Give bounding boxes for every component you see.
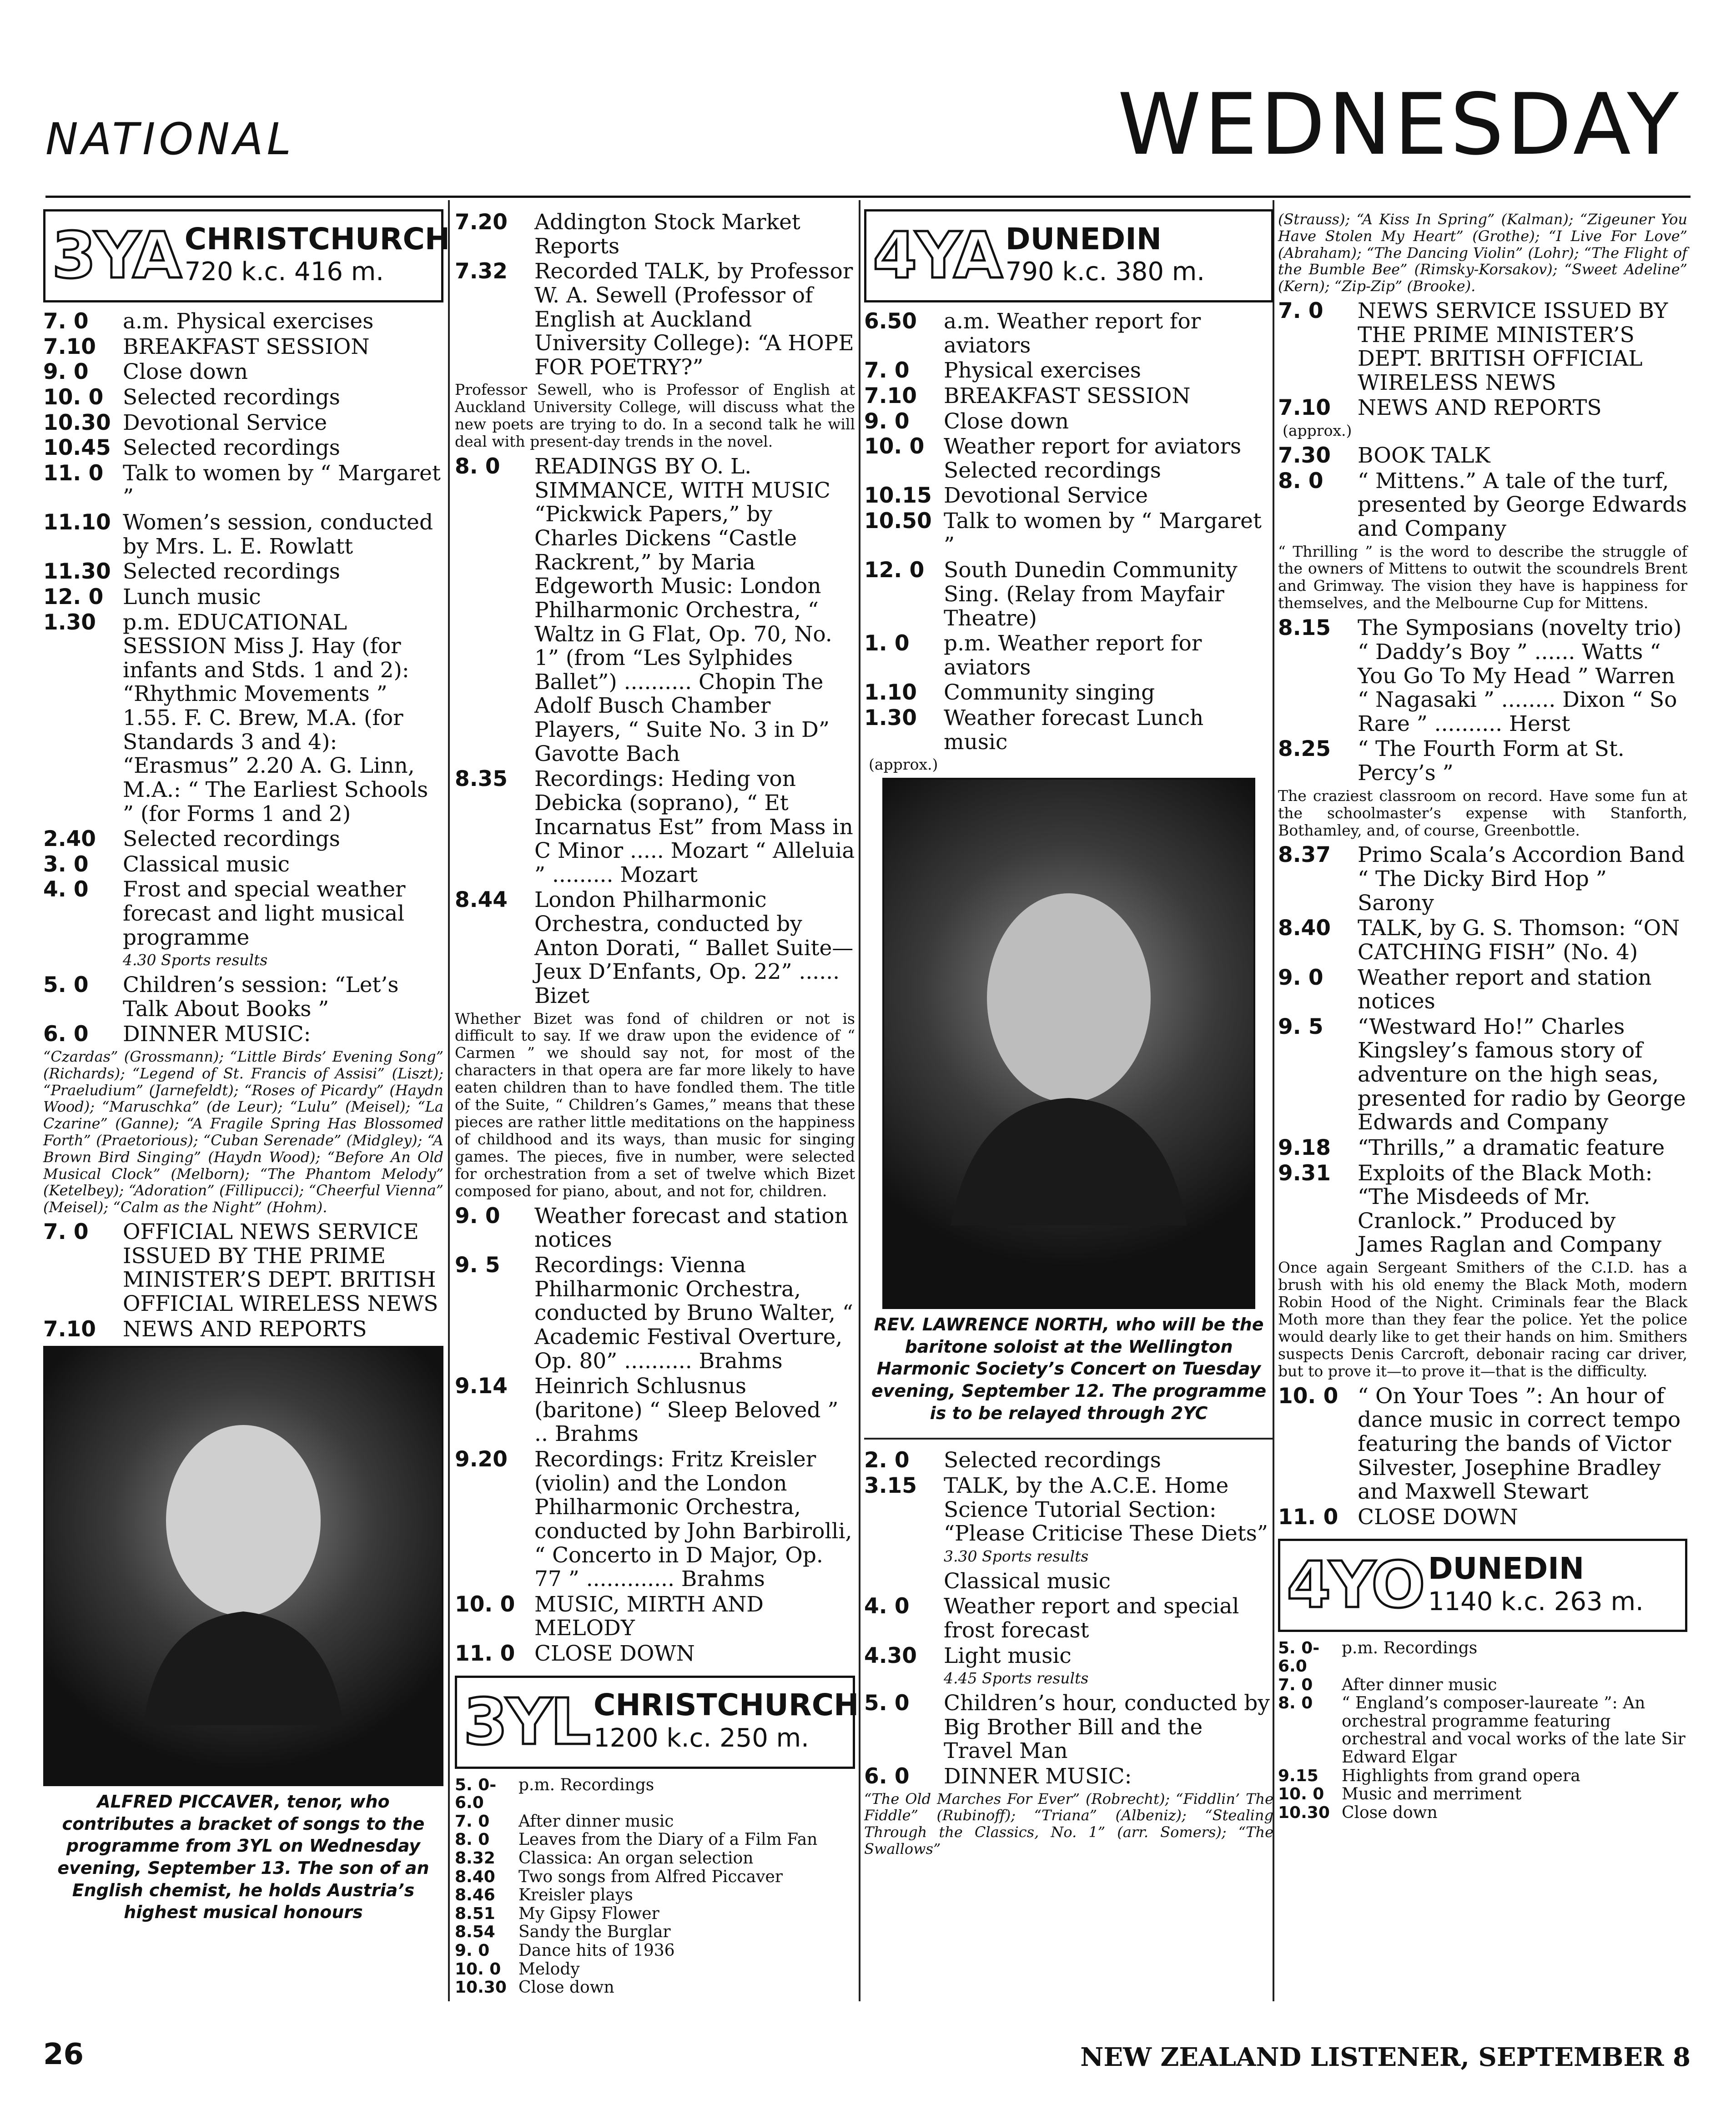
programme-description: “ The Fourth Form at St. Percy’s ” xyxy=(1358,736,1625,786)
programme-description: After dinner music xyxy=(1342,1675,1497,1694)
programme-description: a.m. Physical exercises xyxy=(123,309,374,334)
programme-time: 8.44 xyxy=(455,887,508,913)
programme-description: NEWS SERVICE ISSUED BY THE PRIME MINISTER’S DEPT. BRITISH OFFICIAL WIRELESS NEWS xyxy=(1358,298,1668,395)
programme-row xyxy=(1278,966,1687,1014)
programme-description: p.m. Recordings xyxy=(518,1775,654,1794)
programme-time: 8.37 xyxy=(1278,842,1331,868)
programme-description: TALK, by the A.C.E. Home Science Tutorial Section: “Please Criticise These Diets” xyxy=(944,1473,1268,1546)
programme-description: p.m. EDUCATIONAL SESSION Miss J. Hay (for infants and Stds. 1 and 2): “Rhythmic Movements ” 1.55. F. C. Brew, M.A. (for Standards 3 and 4): “Erasmus” 2.20 A. G. Linn, M.A.: “ The Earliest Schools ” (for Forms 1 and 2) xyxy=(123,609,428,826)
dinner-music-list: “The Old Marches For Ever” (Robrecht); “Fiddlin’ The Fiddle” (Rubinoff); “Triana” (Albeniz); “Stealing Through the Classics, No. 1” (arr. Somers); “The Swallows” xyxy=(864,1790,1273,1858)
programme-description: NEWS AND REPORTS xyxy=(123,1316,367,1342)
portrait-silhouette-icon xyxy=(130,1407,357,1725)
programme-row xyxy=(864,310,1273,358)
programme-time: 10.30 xyxy=(455,1978,507,1997)
section-rule xyxy=(864,1438,1273,1440)
programme-row xyxy=(455,1254,855,1373)
programme-row xyxy=(1278,469,1687,541)
programme-time: 8. 0 xyxy=(1278,1694,1313,1713)
programme-row xyxy=(864,1765,1273,1789)
sports-results: 3.30 Sports results xyxy=(944,1547,1089,1565)
programme-time: 5. 0-6.0 xyxy=(1278,1639,1320,1676)
programme-row xyxy=(43,1220,443,1316)
column-3ya-evening xyxy=(455,209,859,1997)
station-frequency: 1200 k.c. 250 m. xyxy=(594,1723,809,1753)
programme-row xyxy=(1278,1136,1687,1160)
portrait-photo xyxy=(882,778,1255,1309)
programme-time: 9. 0 xyxy=(43,359,89,385)
programme-row xyxy=(43,853,443,877)
programme-time: 8.25 xyxy=(1278,736,1331,762)
programme-time: 6. 0 xyxy=(43,1022,89,1047)
programme-row xyxy=(455,1593,855,1641)
programme-row xyxy=(455,1905,855,1923)
portrait-photo xyxy=(43,1346,443,1786)
publication-footer: NEW ZEALAND LISTENER, SEPTEMBER 8 xyxy=(1080,2042,1691,2072)
programme-time: 3. 0 xyxy=(43,851,89,877)
programme-description: Addington Stock Market Reports xyxy=(534,210,800,259)
programme-row xyxy=(43,1318,443,1342)
programme-description: “ On Your Toes ”: An hour of dance music in correct tempo featuring the bands of Victor Silvester, Josephine Bradley and Maxwell Stewart xyxy=(1358,1383,1681,1505)
programme-row xyxy=(864,1644,1273,1668)
programme-time: 9. 0 xyxy=(864,408,910,434)
programme-description: CLOSE DOWN xyxy=(534,1641,695,1667)
programme-time: 9.20 xyxy=(455,1447,508,1472)
programme-description: Recordings: Fritz Kreisler (violin) and the London Philharmonic Orchestra, conducted by John Barbirolli, “ Concerto in D Major, Op. 77 ” ............. Brahms xyxy=(534,1447,852,1592)
programme-row xyxy=(455,1960,855,1979)
programme-row xyxy=(1278,1767,1687,1785)
dinner-music-continued: (Strauss); “A Kiss In Spring” (Kalman); “Zigeuner You Have Stolen My Heart” (Grothe); “I Live For Love” (Abraham); “The Dancing Violin” (Lohr); “The Flight of the Bumble Bee” (Rimsky-Korsakov); “Sweet Adeline” (Kern); “Zip-Zip” (Brooke). xyxy=(1278,211,1687,295)
programme-row xyxy=(455,1868,855,1886)
programme-row xyxy=(1278,1162,1687,1258)
station-box-4ya xyxy=(864,209,1273,302)
station-city: CHRISTCHURCH xyxy=(184,221,450,257)
programme-time: 10. 0 xyxy=(455,1959,501,1979)
column-3ya xyxy=(43,209,450,1924)
programme-time: 11.30 xyxy=(43,559,111,584)
programme-time: 11. 0 xyxy=(43,460,104,486)
programme-item: Classical music xyxy=(944,1568,1111,1594)
programme-time: 9.14 xyxy=(455,1374,508,1399)
programme-row xyxy=(1278,1639,1687,1675)
fourth-form-note: The craziest classroom on record. Have some fun at the schoolmaster’s expense with Stanforth, Bothamley, and, of course, Greenbottle. xyxy=(1278,786,1687,839)
photo-caption: REV. LAWRENCE NORTH, who will be the baritone soloist at the Wellington Harmonic Society’s Concert on Tuesday evening, September 12. The programme is to be relayed through 2YC xyxy=(871,1314,1267,1423)
station-box-3yl xyxy=(455,1676,859,1769)
programme-row xyxy=(43,973,443,1021)
programme-row xyxy=(1278,616,1687,736)
programme-row xyxy=(43,611,443,826)
programme-row xyxy=(43,1022,443,1047)
programme-description: OFFICIAL NEWS SERVICE ISSUED BY THE PRIME MINISTER’S DEPT. BRITISH OFFICIAL WIRELESS NEWS xyxy=(123,1219,438,1316)
programme-time: 4.30 xyxy=(864,1643,917,1668)
station-box-3ya xyxy=(43,209,450,302)
programme-row xyxy=(43,827,443,851)
programme-description: Exploits of the Black Moth: “The Misdeeds of Mr. Cranlock.” Produced by James Raglan and Company xyxy=(1358,1160,1662,1258)
programme-time: 8.51 xyxy=(455,1904,495,1923)
programme-row xyxy=(455,888,855,1008)
programme-time: 11. 0 xyxy=(455,1641,515,1667)
programme-row xyxy=(1278,1785,1687,1803)
page-section-label: NATIONAL xyxy=(45,114,295,165)
page-number: 26 xyxy=(43,2038,84,2071)
programme-time: 7. 0 xyxy=(1278,1675,1313,1694)
programme-description: Recordings: Heding von Debicka (soprano), “ Et Incarnatus Est” from Mass in C Minor ..... Mozart “ Alleluia ” ......... Mozart xyxy=(534,766,855,887)
header-rule xyxy=(45,196,1691,198)
programme-row xyxy=(1278,1804,1687,1822)
programme-description: TALK, by G. S. Thomson: “ON CATCHING FISH” (No. 4) xyxy=(1358,916,1680,965)
programme-description: Selected recordings xyxy=(944,1448,1161,1473)
programme-description: p.m. Recordings xyxy=(1342,1639,1478,1658)
programme-description: “ England’s composer-laureate ”: An orchestral programme featuring orchestral and vocal works of the late Sir Edward Elgar xyxy=(1342,1694,1686,1767)
programme-description: Melody xyxy=(518,1959,580,1979)
programme-time: 7.10 xyxy=(1278,395,1331,421)
programme-time: 12. 0 xyxy=(43,584,104,609)
programme-time: 7. 0 xyxy=(864,358,910,383)
programme-time: 9.18 xyxy=(1278,1135,1331,1160)
programme-row xyxy=(43,335,443,359)
programme-description: Children’s session: “Let’s Talk About Books ” xyxy=(123,972,399,1022)
programme-time: 1.10 xyxy=(864,680,917,705)
station-call-sign: 3YA xyxy=(52,219,180,293)
programme-description: Recordings: Vienna Philharmonic Orchestra, conducted by Bruno Walter, “ Academic Festival Overture, Op. 80” .......... Brahms xyxy=(534,1253,853,1374)
programme-time: 9. 0 xyxy=(1278,965,1323,990)
programme-row xyxy=(455,1375,855,1446)
programme-description: CLOSE DOWN xyxy=(1358,1504,1518,1530)
programme-description: Physical exercises xyxy=(944,358,1141,383)
column-divider xyxy=(448,200,450,2001)
programme-description: Close down xyxy=(518,1978,614,1997)
programme-description: Heinrich Schlusnus (baritone) “ Sleep Beloved ” .. Brahms xyxy=(534,1374,839,1447)
programme-description: BREAKFAST SESSION xyxy=(123,334,370,359)
bizet-note: Whether Bizet was fond of children or not is difficult to say. If we draw upon the evidence of “ Carmen ” we should say not, for most of the characters in that opera are far more likely to have eaten children than to have fondled them. The title of the Suite, “ Children’s Games,” means that these pieces are rather little meditations on the happiness of childhood and its ways, than music for singing games. The pieces, five in number, were selected for orchestration from a set of twelve which Bizet composed for piano, about, and not for, children. xyxy=(455,1009,855,1200)
programme-row xyxy=(455,455,855,766)
column-divider xyxy=(859,200,860,2001)
programme-description: READINGS BY O. L. SIMMANCE, WITH MUSIC “Pickwick Papers,” by Charles Dickens “Castle Rackrent,” by Maria Edgeworth Music: London Philharmonic Orchestra, “ Waltz in G Flat, Op. 70, No. 1” (from “Les Sylphides Ballet”) .......... Chopin The Adolf Busch Chamber Players, “ Suite No. 3 in D” Gavotte Bach xyxy=(534,454,832,766)
column-4ya xyxy=(864,209,1273,1862)
programme-row xyxy=(43,560,443,584)
programme-row xyxy=(43,386,443,410)
programme-time: 10. 0 xyxy=(455,1591,515,1617)
station-call-sign: 3YL xyxy=(463,1685,589,1759)
programme-row xyxy=(864,359,1273,383)
programme-description: Music and merriment xyxy=(1342,1785,1522,1804)
programme-row xyxy=(43,436,443,460)
programme-time: 9.15 xyxy=(1278,1766,1318,1785)
programme-time: 10.45 xyxy=(43,435,111,461)
programme-description: South Dunedin Community Sing. (Relay from Mayfair Theatre) xyxy=(944,558,1238,631)
programme-description: Sandy the Burglar xyxy=(518,1923,671,1942)
programme-time: 9. 0 xyxy=(455,1941,490,1960)
programme-description: Lunch music xyxy=(123,584,261,609)
programme-time: 10. 0 xyxy=(864,434,925,459)
programme-description: Weather report and special frost forecast xyxy=(944,1594,1239,1643)
programme-time: 5. 0 xyxy=(864,1691,910,1716)
programme-row xyxy=(864,1595,1273,1642)
programme-description: DINNER MUSIC: xyxy=(123,1022,311,1047)
programme-row xyxy=(864,1449,1273,1473)
programme-row xyxy=(455,1831,855,1849)
programme-time: 7.20 xyxy=(455,210,508,235)
programme-row xyxy=(864,509,1273,557)
programme-description: Devotional Service xyxy=(123,410,327,435)
programme-row xyxy=(1278,1506,1687,1530)
programme-time: 10. 0 xyxy=(1278,1383,1338,1409)
programme-time: 8.54 xyxy=(455,1923,495,1942)
mittens-note: “ Thrilling ” is the word to describe the struggle of the owners of Mittens to outwit the scoundrels Brent and Grimway. The vision they have is happiness for themselves, and the Melbourne Cup for Mittens. xyxy=(1278,542,1687,612)
programme-time: 7. 0 xyxy=(455,1812,490,1831)
programme-row xyxy=(43,585,443,609)
programme-time: 9.31 xyxy=(1278,1160,1331,1186)
programme-description: MUSIC, MIRTH AND MELODY xyxy=(534,1591,764,1641)
programme-description: Children’s hour, conducted by Big Brother Bill and the Travel Man xyxy=(944,1691,1270,1764)
programme-description: Close down xyxy=(1342,1803,1438,1822)
programme-time: 7. 0 xyxy=(43,1219,89,1245)
programme-row xyxy=(1278,737,1687,785)
programme-row xyxy=(455,1886,855,1904)
programme-row xyxy=(864,384,1273,408)
programme-row xyxy=(864,484,1273,508)
programme-description: NEWS AND REPORTS xyxy=(1358,395,1602,421)
page-day-title: WEDNESDAY xyxy=(1117,75,1681,174)
programme-time: 8. 0 xyxy=(455,454,500,479)
programme-description: Close down xyxy=(944,408,1069,434)
programme-time: 2. 0 xyxy=(864,1448,910,1473)
programme-time: 5. 0-6.0 xyxy=(455,1775,497,1813)
programme-row xyxy=(455,1776,855,1812)
programme-time: 7. 0 xyxy=(1278,298,1323,323)
programme-time: 10.15 xyxy=(864,483,932,509)
programme-description: Selected recordings xyxy=(123,384,340,410)
programme-description: “Westward Ho!” Charles Kingsley’s famous story of adventure on the high seas, presented for radio by George Edwards and Company xyxy=(1358,1014,1686,1135)
programme-time: 1. 0 xyxy=(864,631,910,656)
programme-time: 5. 0 xyxy=(43,972,89,998)
sports-results: 4.45 Sports results xyxy=(944,1669,1089,1687)
programme-row xyxy=(1278,444,1687,468)
programme-time: 4. 0 xyxy=(864,1594,910,1619)
programme-description: BREAKFAST SESSION xyxy=(944,383,1191,408)
programme-row xyxy=(43,360,443,384)
programme-description: Two songs from Alfred Piccaver xyxy=(518,1867,783,1886)
approx-note: (approx.) xyxy=(1283,422,1352,440)
programme-time: 8.40 xyxy=(1278,916,1331,941)
programme-row xyxy=(864,706,1273,754)
programme-time: 8.40 xyxy=(455,1867,495,1886)
programme-time: 8.15 xyxy=(1278,615,1331,641)
programme-row xyxy=(1278,299,1687,395)
programme-time: 10.30 xyxy=(43,410,111,435)
station-box-4yo xyxy=(1278,1539,1687,1632)
programme-row xyxy=(864,435,1273,483)
programme-time: 10. 0 xyxy=(43,384,104,410)
programme-time: 6. 0 xyxy=(864,1764,910,1789)
programme-description: Close down xyxy=(123,359,248,385)
programme-time: 8.35 xyxy=(455,766,508,792)
programme-row xyxy=(455,260,855,379)
programme-time: 7.32 xyxy=(455,259,508,284)
station-frequency: 790 k.c. 380 m. xyxy=(1005,257,1205,287)
programme-row xyxy=(864,681,1273,705)
programme-row xyxy=(455,211,855,258)
programme-time: 7.10 xyxy=(864,383,917,408)
station-call-sign: 4YO xyxy=(1287,1548,1424,1623)
programme-row xyxy=(864,1474,1273,1546)
programme-description: Dance hits of 1936 xyxy=(518,1941,675,1960)
programme-description: Talk to women by “ Margaret ” xyxy=(123,460,441,510)
black-moth-note: Once again Sergeant Smithers of the C.I.D. has a brush with his old enemy the Black Moth, modern Robin Hood of the Night. Criminals fear the Black Moth more than they fear the police. Yet the police would dearly like to get their hands on him. Smithers suspects Denis Carcroft, debonair racing car driver, but to prove it—to prove it—that is the difficulty. xyxy=(1278,1259,1687,1380)
station-city: DUNEDIN xyxy=(1428,1551,1585,1586)
programme-time: 8. 0 xyxy=(455,1830,490,1849)
programme-time: 11.10 xyxy=(43,510,111,535)
programme-row xyxy=(455,1979,855,1997)
programme-row xyxy=(43,462,443,509)
programme-row xyxy=(455,1923,855,1941)
programme-row xyxy=(1278,1015,1687,1135)
programme-row xyxy=(455,1204,855,1252)
programme-description: Weather report for aviators Selected recordings xyxy=(944,434,1242,483)
programme-time: 9. 0 xyxy=(455,1203,500,1229)
programme-description: Weather report and station notices xyxy=(1358,965,1652,1014)
programme-description: Recorded TALK, by Professor W. A. Sewell (Professor of English at Auckland University College): “A HOPE FOR POETRY?” xyxy=(534,259,854,380)
programme-time: 4. 0 xyxy=(43,877,89,902)
programme-description: Talk to women by “ Margaret ” xyxy=(944,509,1262,558)
programme-description: Classical music xyxy=(123,851,290,877)
sports-results: 4.30 Sports results xyxy=(123,951,268,969)
programme-time: 1.30 xyxy=(864,705,917,730)
programme-time: 11. 0 xyxy=(1278,1504,1338,1530)
programme-row xyxy=(864,632,1273,680)
programme-description: Leaves from the Diary of a Film Fan xyxy=(518,1830,818,1849)
programme-time: 1.30 xyxy=(43,609,96,635)
programme-description: Community singing xyxy=(944,680,1155,705)
programme-row xyxy=(455,1448,855,1591)
programme-time: 8.32 xyxy=(455,1849,495,1868)
programme-time: 2.40 xyxy=(43,826,96,852)
station-city: DUNEDIN xyxy=(1005,221,1162,257)
programme-row xyxy=(1278,1694,1687,1766)
programme-row xyxy=(1278,916,1687,964)
programme-row xyxy=(43,411,443,435)
programme-description: Light music xyxy=(944,1643,1072,1668)
programme-row xyxy=(455,1942,855,1960)
programme-description: Kreisler plays xyxy=(518,1886,633,1905)
programme-description: Highlights from grand opera xyxy=(1342,1766,1580,1785)
programme-description: Primo Scala’s Accordion Band “ The Dicky Bird Hop ” Sarony xyxy=(1358,842,1685,916)
station-city: CHRISTCHURCH xyxy=(594,1687,859,1723)
programme-description: After dinner music xyxy=(518,1812,674,1831)
programme-description: Devotional Service xyxy=(944,483,1148,509)
programme-description: p.m. Weather report for aviators xyxy=(944,631,1202,680)
station-frequency: 1140 k.c. 263 m. xyxy=(1428,1586,1644,1616)
programme-description: Weather forecast Lunch music xyxy=(944,705,1204,755)
programme-row xyxy=(43,878,443,950)
programme-time: 9. 5 xyxy=(1278,1014,1323,1039)
programme-time: 10.50 xyxy=(864,509,932,534)
programme-description: DINNER MUSIC: xyxy=(944,1764,1132,1789)
programme-description: BOOK TALK xyxy=(1358,443,1490,468)
programme-time: 9. 5 xyxy=(455,1253,500,1278)
station-frequency: 720 k.c. 416 m. xyxy=(184,257,384,287)
programme-time: 10. 0 xyxy=(1278,1785,1324,1804)
programme-description: Selected recordings xyxy=(123,559,340,584)
programme-description: Selected recordings xyxy=(123,826,340,852)
programme-time: 8.46 xyxy=(455,1886,495,1905)
programme-row xyxy=(864,1692,1273,1763)
programme-description: The Symposians (novelty trio) “ Daddy’s Boy ” ...... Watts “ You Go To My Head ” Warren “ Nagasaki ” ........ Dixon “ So Rare ” .......... Herst xyxy=(1358,615,1682,736)
dinner-music-list: “Czardas” (Grossmann); “Little Birds’ Evening Song” (Richards); “Legend of St. Francis of Assisi” (Liszt); “Praeludium” (Jarnefeldt); “Roses of Picardy” (Haydn Wood); “Maruschka” (de Leur); “Lulu” (Meisel); “La Czarine” (Ganne); “A Fragile Spring Has Blossomed Forth” (Praetorious); “Cuban Serenade” (Midgley); “A Brown Bird Singing” (Haydn Wood); “Before An Old Musical Clock” (Melborn); “The Phantom Melody” (Ketelbey); “Adoration” (Fillipucci); “Cheerful Vienna” (Meisel); “Calm as the Night” (Hohm). xyxy=(43,1048,443,1216)
programme-description: Frost and special weather forecast and light musical programme xyxy=(123,877,406,950)
portrait-silhouette-icon xyxy=(941,861,1196,1225)
programme-row xyxy=(455,767,855,887)
programme-description: My Gipsy Flower xyxy=(518,1904,659,1923)
programme-description: a.m. Weather report for aviators xyxy=(944,309,1201,358)
programme-time: 12. 0 xyxy=(864,558,925,583)
programme-time: 7.10 xyxy=(43,1316,96,1342)
programme-time: 7.10 xyxy=(43,334,96,359)
programme-description: “Thrills,” a dramatic feature xyxy=(1358,1135,1665,1160)
programme-row xyxy=(1278,1385,1687,1504)
programme-time: 10.30 xyxy=(1278,1803,1330,1822)
programme-time: 6.50 xyxy=(864,309,917,334)
photo-caption: ALFRED PICCAVER, tenor, who contributes a bracket of songs to the programme from 3YL on Wednesday evening, September 13. The son of an English chemist, he holds Austria’s highest musical honours xyxy=(57,1792,429,1923)
programme-description: Weather forecast and station notices xyxy=(534,1203,848,1253)
column-4ya-evening xyxy=(1278,209,1687,1822)
programme-description: Classica: An organ selection xyxy=(518,1849,754,1868)
programme-row xyxy=(43,310,443,334)
programme-row xyxy=(43,511,443,559)
programme-time: 7. 0 xyxy=(43,309,89,334)
programme-time: 3.15 xyxy=(864,1473,917,1498)
programme-description: Women’s session, conducted by Mrs. L. E. Rowlatt xyxy=(123,510,433,559)
programme-row xyxy=(1278,843,1687,915)
programme-row xyxy=(455,1642,855,1666)
programme-description: Selected recordings xyxy=(123,435,340,461)
programme-row xyxy=(455,1813,855,1831)
station-call-sign: 4YA xyxy=(873,219,1001,293)
programme-time: 8. 0 xyxy=(1278,468,1323,493)
programme-description: London Philharmonic Orchestra, conducted by Anton Dorati, “ Ballet Suite—Jeux D’Enfants, Op. 22” ...... Bizet xyxy=(534,887,854,1008)
programme-row xyxy=(1278,1676,1687,1694)
programme-row xyxy=(864,559,1273,630)
approx-note: (approx.) xyxy=(869,755,938,774)
programme-row xyxy=(864,410,1273,434)
programme-row xyxy=(1278,396,1687,420)
talk-note: Professor Sewell, who is Professor of English at Auckland University College, will discuss what the new poets are trying to do. In a second talk he will deal with present-day trends in the novel. xyxy=(455,381,855,451)
programme-row xyxy=(455,1849,855,1868)
programme-time: 7.30 xyxy=(1278,443,1331,468)
programme-description: “ Mittens.” A tale of the turf, presented by George Edwards and Company xyxy=(1358,468,1687,541)
